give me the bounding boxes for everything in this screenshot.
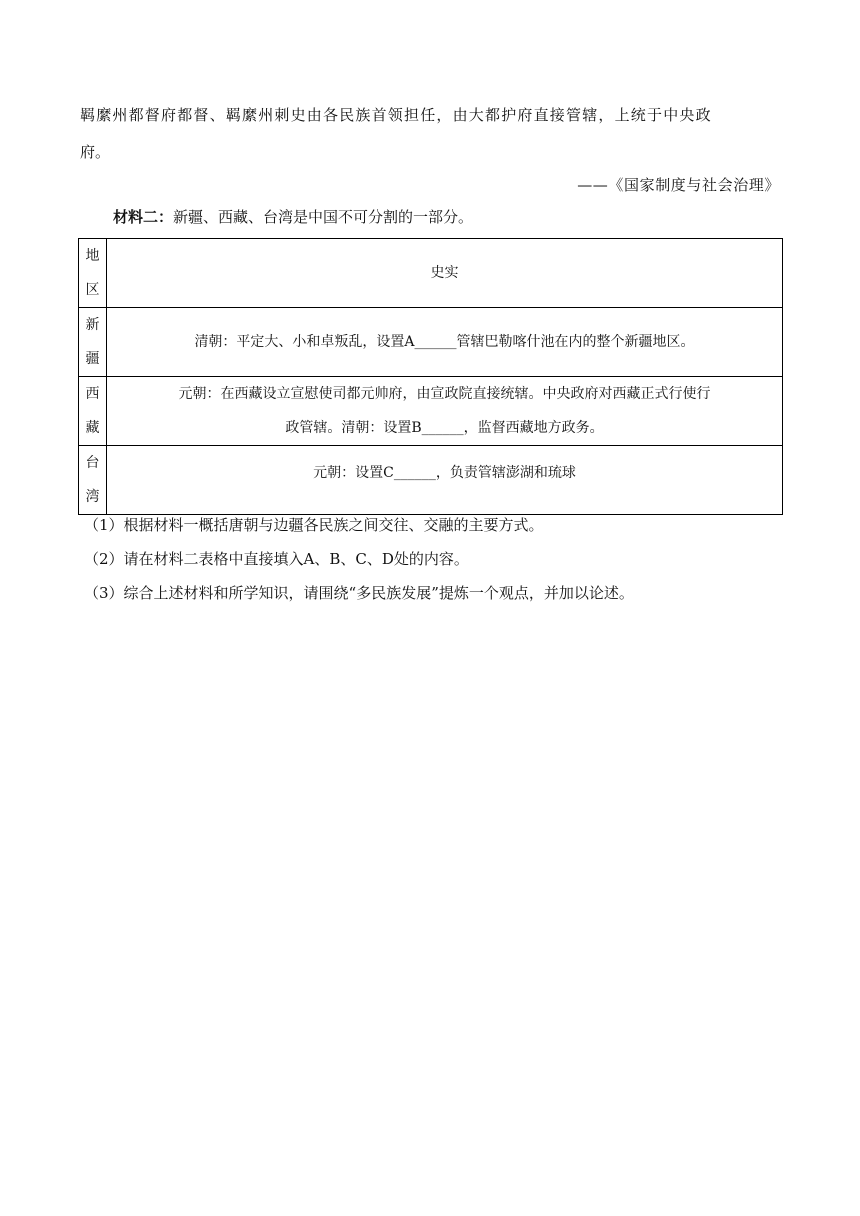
- table-row: [79, 377, 783, 446]
- region-cell: [79, 446, 107, 515]
- history-table: [78, 238, 783, 515]
- material1-text-line2: 府。: [80, 143, 111, 161]
- question-3: （3）综合上述材料和所学知识，请围绕“多民族发展”提炼一个观点，并加以论述。: [84, 584, 634, 602]
- fact-tibet-line2: 政管辖。清朝：设置B______，监督西藏地方政务。: [285, 420, 604, 436]
- fact-tibet-line1: 元朝：在西藏设立宣慰使司都元帅府，由宣政院直接统辖。中央政府对西藏正式行使行: [178, 386, 711, 402]
- material2-heading: [113, 206, 473, 227]
- fact-tibet: [107, 377, 783, 446]
- question-1: （1）根据材料一概括唐朝与边疆各民族之间交往、交融的主要方式。: [84, 516, 544, 534]
- header-fact: 史实: [107, 239, 783, 308]
- header-region: [79, 239, 107, 308]
- material1-source: ——《国家制度与社会治理》: [577, 176, 780, 194]
- material2-text: 新疆、西藏、台湾是中国不可分割的一部分。: [173, 208, 474, 226]
- table-header-row: [79, 239, 783, 308]
- region-cell: [79, 308, 107, 377]
- question-2: （2）请在材料二表格中直接填入A、B、C、D处的内容。: [84, 550, 469, 568]
- material2-label: 材料二：: [113, 208, 174, 226]
- fact-taiwan: 元朝：设置C______，负责管辖澎湖和琉球: [107, 446, 783, 515]
- material1-text-line1: 羁縻州都督府都督、羁縻州刺史由各民族首领担任，由大都护府直接管辖，上统于中央政: [80, 106, 712, 124]
- table-row: [79, 308, 783, 377]
- region-xinjiang: 新疆: [85, 317, 100, 367]
- region-tibet: 西藏: [85, 386, 100, 436]
- region-taiwan: 台湾: [85, 455, 100, 505]
- region-cell: [79, 377, 107, 446]
- header-region-label: 地区: [85, 248, 100, 298]
- table-row: [79, 446, 783, 515]
- fact-xinjiang: 清朝：平定大、小和卓叛乱，设置A______管辖巴勒喀什池在内的整个新疆地区。: [107, 308, 783, 377]
